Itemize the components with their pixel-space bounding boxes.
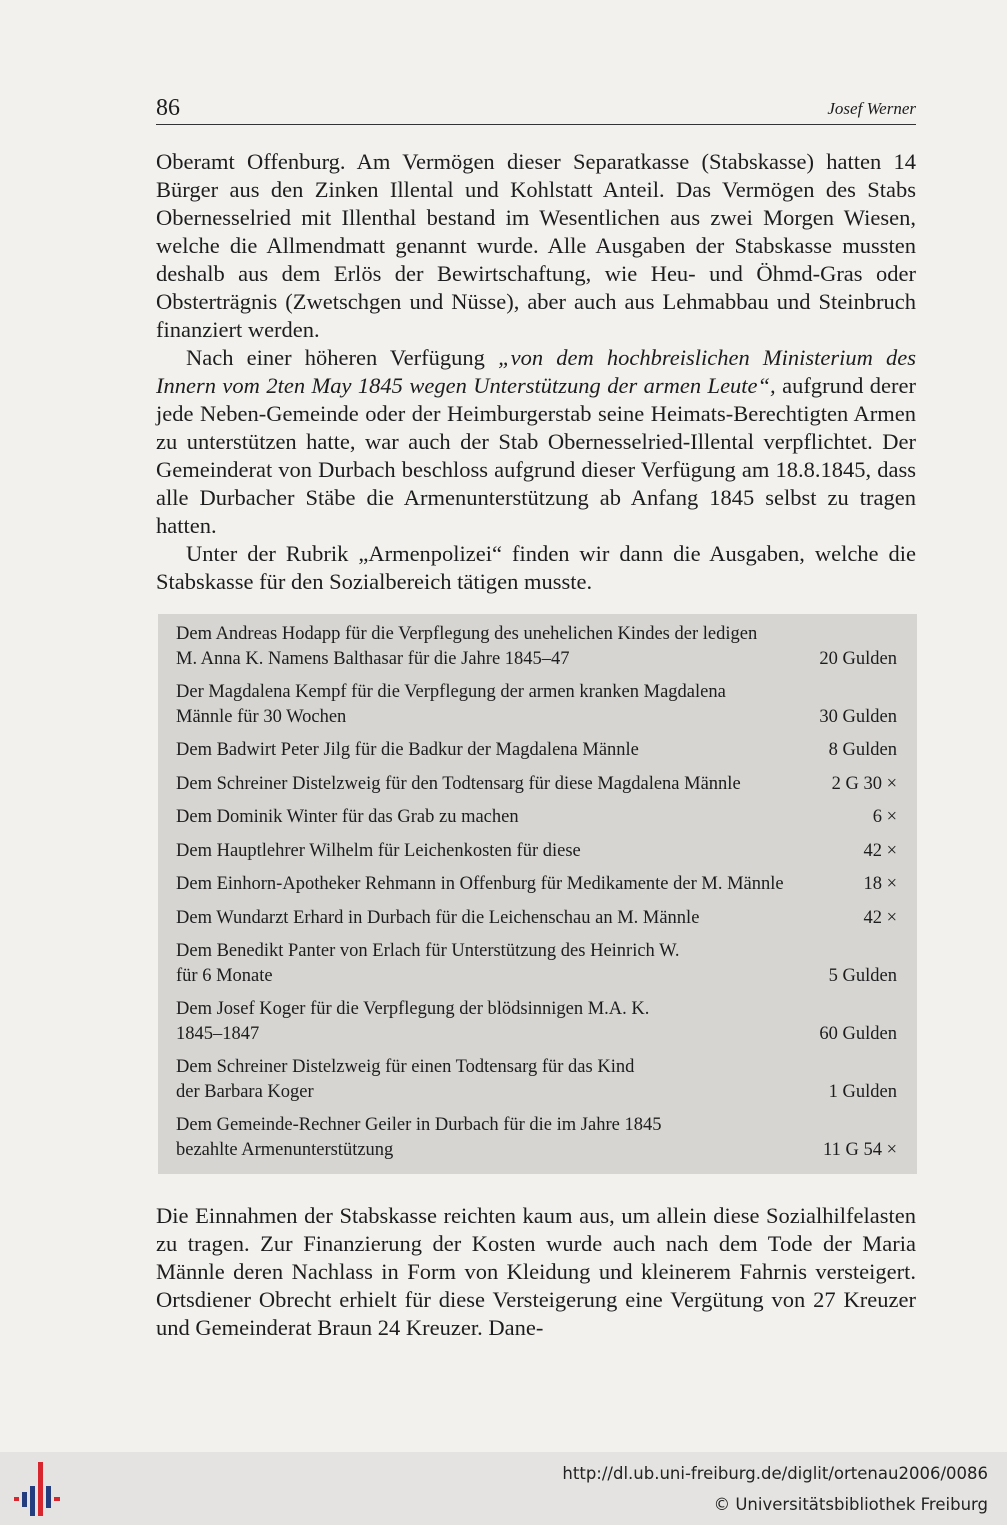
ledger-row: [176, 939, 897, 988]
ledger-amount: 18 ×: [863, 874, 897, 894]
ledger-amount: 5 Gulden: [828, 965, 897, 986]
ledger-amount: 60 Gulden: [819, 1023, 897, 1044]
permalink-url[interactable]: http://dl.ub.uni-freiburg.de/diglit/ortenau2006/0086: [562, 1464, 988, 1483]
ledger-description-line: Dem Badwirt Peter Jilg für die Badkur der Magdalena Männle: [176, 740, 639, 760]
ledger-row: [176, 680, 897, 729]
paragraph-text: aufgrund derer jede Neben-Gemeinde oder der Heimburgerstab seine Heimats-Berechtigten Armen zu unterstützen hatte, war auch der Stab Obernesselried-Illental verpflichtet. Der Gemeinderat von Durbach beschloss aufgrund dieser Verfügung am 18.8.1845, dass alle Durbacher Stäbe die Armenunterstützung ab Anfang 1845 selbst zu tragen hatten.: [156, 373, 916, 538]
ledger-row: [176, 738, 897, 763]
ledger-description: [176, 805, 836, 830]
quotation: „von dem hochbreislichen Ministerium des Innern vom 2ten May 1845 wegen Unterstützung der armen Leute“,: [156, 345, 916, 398]
ledger-description: [176, 1055, 829, 1104]
ledger-amount: 42 ×: [863, 840, 897, 861]
ledger-description: [176, 680, 819, 729]
ledger-row: [176, 1055, 897, 1104]
paragraph: Unter der Rubrik „Armenpolizei“ finden wir dann die Ausgaben, welche die Stabskasse für den Sozialbereich tätigen musste.: [156, 541, 916, 594]
ledger-description: [176, 906, 836, 931]
paragraph: Die Einnahmen der Stabskasse reichten kaum aus, um allein diese Sozialhilfelasten zu tragen. Zur Finanzierung der Kosten wurde auch nach dem Tode der Maria Männle deren Nachlass in Form von Kleidung und kleinerem Fahrnis versteigert. Ortsdiener Obrecht erhielt für diese Versteigerung eine Vergütung von 27 Kreuzer und Gemeinderat Braun 24 Kreuzer. Dane-: [156, 1203, 916, 1340]
ledger-description-line: Dem Einhorn-Apotheker Rehmann in Offenburg für Medikamente der M. Männle: [176, 874, 784, 894]
ledger-description-line: Der Magdalena Kempf für die Verpflegung der armen kranken Magdalena: [176, 682, 726, 702]
ledger-rows: [176, 622, 897, 1171]
ledger-description-line: Dem Benedikt Panter von Erlach für Unterstützung des Heinrich W.: [176, 941, 680, 961]
ledger-description-line: für 6 Monate: [176, 965, 273, 986]
ledger-description-line: der Barbara Koger: [176, 1081, 314, 1102]
ledger-row: [176, 805, 897, 830]
ledger-amount: 2 G 30 ×: [831, 773, 897, 794]
ledger-description-line: Dem Gemeinde-Rechner Geiler in Durbach für die im Jahre 1845: [176, 1115, 662, 1135]
ledger-row: [176, 772, 897, 797]
body-text-top: [156, 148, 916, 596]
ledger-description-line: Dem Hauptlehrer Wilhelm für Leichenkosten für diese: [176, 840, 581, 861]
ledger-amount: 20 Gulden: [819, 648, 897, 669]
ledger-amount: 42 ×: [863, 907, 897, 928]
page-number: 86: [156, 95, 180, 121]
ledger-description-line: Männle für 30 Wochen: [176, 706, 347, 727]
ledger-description: [176, 1113, 823, 1162]
paragraph: [156, 344, 916, 540]
footer-bar: [0, 1452, 1007, 1525]
ub-freiburg-logo-icon[interactable]: [14, 1462, 64, 1516]
ledger-row: [176, 1113, 897, 1162]
ledger-description: [176, 772, 832, 797]
body-text-bottom: [156, 1202, 916, 1342]
ledger-row: [176, 622, 897, 671]
ledger-row: [176, 839, 897, 864]
ledger-amount: 1 Gulden: [828, 1081, 897, 1102]
ledger-description-line: Dem Wundarzt Erhard in Durbach für die Leichenschau an M. Männle: [176, 907, 700, 928]
ledger-description-line: Dem Schreiner Distelzweig für einen Todtensarg für das Kind: [176, 1057, 635, 1077]
paragraph: Oberamt Offenburg. Am Vermögen dieser Separatkasse (Stabskasse) hatten 14 Bürger aus den Zinken Illental und Kohlstatt Anteil. Das Vermögen des Stabs Obernesselried mit Illenthal bestand im Wesentlichen aus zwei Morgen Wiesen, welche die Allmendmatt genannt wurde. Alle Ausgaben der Stabskasse mussten deshalb aus dem Erlös der Bewirtschaftung, wie Heu- und Öhmd-Gras oder Obsterträgnis (Zwetschgen und Nüsse), aber auch aus Lehmabbau und Steinbruch finanziert werden.: [156, 149, 916, 342]
ledger-row: [176, 997, 897, 1046]
ledger-description-line: Dem Dominik Winter für das Grab zu machen: [176, 807, 519, 827]
expense-ledger: [158, 614, 917, 1174]
ledger-description: [176, 997, 819, 1046]
ledger-description-line: M. Anna K. Namens Balthasar für die Jahre 1845–47: [176, 648, 570, 669]
ledger-amount: 30 Gulden: [819, 706, 897, 727]
ledger-description-line: Dem Andreas Hodapp für die Verpflegung des unehelichen Kindes der ledigen: [176, 624, 758, 644]
ledger-description-line: Dem Schreiner Distelzweig für den Todtensarg für diese Magdalena Männle: [176, 773, 741, 794]
ledger-description: [176, 622, 819, 671]
ledger-row: [176, 872, 897, 897]
paragraph-text: Nach einer höheren Verfügung: [186, 345, 499, 370]
ledger-amount: 11 G 54 ×: [823, 1139, 897, 1160]
ledger-row: [176, 906, 897, 931]
ledger-description: [176, 738, 829, 763]
ledger-description-line: bezahlte Armenunterstützung: [176, 1139, 394, 1160]
running-head: Josef Werner: [827, 99, 916, 118]
ledger-amount: 6 ×: [872, 807, 897, 827]
copyright-notice: © Universitätsbibliothek Freiburg: [713, 1495, 988, 1514]
ledger-description-line: 1845–1847: [176, 1023, 260, 1044]
ledger-description: [176, 939, 829, 988]
page-header: [156, 94, 916, 125]
ledger-description: [176, 839, 836, 864]
ledger-description: [176, 872, 836, 897]
ledger-description-line: Dem Josef Koger für die Verpflegung der blödsinnigen M.A. K.: [176, 999, 650, 1019]
ledger-amount: 8 Gulden: [828, 740, 897, 760]
